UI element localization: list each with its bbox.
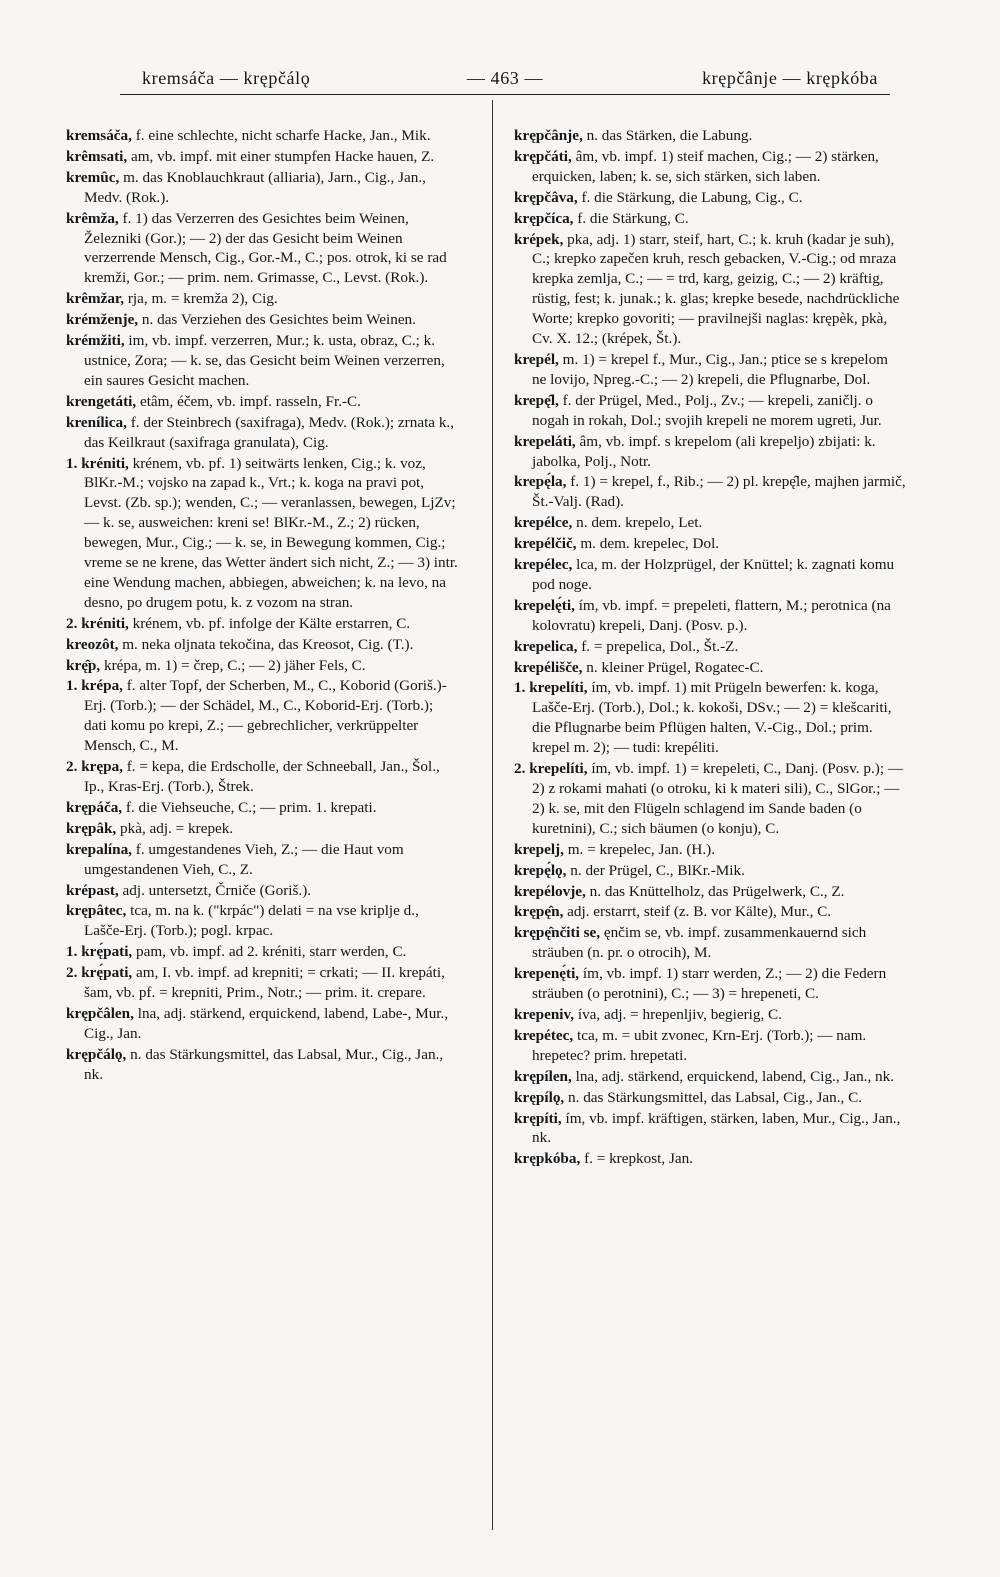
dictionary-entry <box>66 1004 458 1044</box>
dictionary-entry <box>514 637 906 657</box>
dictionary-entry <box>66 840 458 880</box>
entry-headword: krepélovje, <box>514 882 586 900</box>
dictionary-entry <box>66 147 458 167</box>
entry-definition: n. das Stärken, die Labung. <box>582 127 753 144</box>
entry-headword: krępčâva, <box>514 188 578 206</box>
header-left-guide-words: kremsáča — krępčálǫ <box>142 68 311 88</box>
entry-definition: f. = kepa, die Erdscholle, der Schneeball, Jan., Šol., Ip., Kras-Erj. (Torb.), Štrek. <box>84 758 440 795</box>
dictionary-entry <box>514 391 906 431</box>
dictionary-entry <box>66 310 458 330</box>
dictionary-entry <box>66 819 458 839</box>
header-right-guide-words: krępčânje — krępkóba <box>702 68 878 88</box>
entry-headword: krepélišče, <box>514 658 583 676</box>
entry-definition: etâm, éčem, vb. impf. rasseln, Fr.-C. <box>136 392 361 410</box>
dictionary-entry <box>514 188 906 208</box>
dictionary-entry <box>514 596 906 636</box>
entry-definition: krépa, m. 1) = črep, C.; — 2) jäher Fels, C. <box>100 656 366 674</box>
entry-headword: krêmžar, <box>66 290 125 308</box>
dictionary-entry <box>514 472 906 512</box>
entry-headword: krepélce, <box>514 514 573 532</box>
dictionary-entry <box>514 126 906 146</box>
entry-definition: f. der Steinbrech (saxifraga), Medv. (Rok.); zrnata k., das Keilkraut (saxifraga granulata), Cig. <box>84 413 455 451</box>
entry-definition: âm, vb. impf. s krepelom (ali krepeljo) zbijati: k. jabolka, Polj., Notr. <box>532 432 876 470</box>
dictionary-entry <box>514 678 906 758</box>
entry-definition: f. die Viehseuche, C.; — prim. 1. krepati. <box>122 798 377 816</box>
entry-definition: n. das Stärkungsmittel, das Labsal, Mur., Cig., Jan., nk. <box>84 1045 444 1083</box>
entry-headword: krêmža, <box>66 209 119 227</box>
entry-definition: âm, vb. impf. 1) steif machen, Cig.; — 2) stärken, erquicken, laben; k. se, sich stärken, sich laben. <box>532 147 879 185</box>
entry-headword: 2. krepelíti, <box>514 760 588 778</box>
entry-definition: adj. erstarrt, steif (z. B. vor Kälte), Mur., C. <box>563 903 832 921</box>
entry-definition: ím, vb. impf. 1) = krepeleti, C., Danj. (Posv. p.); — 2) z rokami mahati (o otroku, ki k materi sili), C., SlGor.; — 2) k. se, mit den Flügeln schlagend im Sande baden (o kuretnini), C.; sich bäumen (o konju), C. <box>532 760 904 837</box>
dictionary-entry <box>514 350 906 390</box>
entry-definition: lca, m. der Holzprügel, der Knüttel; k. zagnati komu pod noge. <box>532 556 895 593</box>
dictionary-entry <box>514 1005 906 1025</box>
entry-headword: krepenę́ti, <box>514 965 580 983</box>
dictionary-entry <box>514 209 906 229</box>
entry-headword: krępę̂nčiti se, <box>514 924 601 942</box>
entry-headword: 1. krepelíti, <box>514 679 588 697</box>
entry-headword: 2. kréniti, <box>66 614 129 632</box>
entry-headword: 1. krépa, <box>66 677 123 695</box>
entry-headword: 2. krępa, <box>66 758 123 776</box>
entry-definition: n. das Verziehen des Gesichtes beim Weinen. <box>138 311 416 329</box>
entry-definition: f. 1) = krepel, f., Rib.; — 2) pl. krepę̂le, majhen jarmič, Št.-Valj. (Rad). <box>532 473 906 511</box>
entry-headword: krenílica, <box>66 413 127 431</box>
dictionary-entry <box>66 209 458 289</box>
entry-headword: krémženje, <box>66 311 139 329</box>
entry-headword: krę̂p, <box>66 656 101 674</box>
dictionary-entry <box>66 963 458 1003</box>
entry-headword: krępčáti, <box>514 147 572 165</box>
entry-headword: kreozôt, <box>66 635 119 653</box>
dictionary-entry <box>514 555 906 595</box>
entry-headword: 2. krę́pati, <box>66 964 133 982</box>
entry-definition: m. 1) = krepel f., Mur., Cig., Jan.; ptice se s krepelom ne lovijo, Npreg.-C.; — 2) krepeli, die Pflugnarbe, Dol. <box>532 350 888 388</box>
entry-definition: lna, adj. stärkend, erquickend, labend, Labe-, Mur., Cig., Jan. <box>84 1004 449 1042</box>
entry-headword: krepeláti, <box>514 432 576 450</box>
page-number: — 463 — <box>466 68 544 88</box>
entry-definition: rja, m. = kremža 2), Cig. <box>124 290 278 308</box>
dictionary-entry <box>66 798 458 818</box>
entry-definition: n. das Stärkungsmittel, das Labsal, Cig., Jan., C. <box>564 1088 863 1106</box>
entry-definition: íva, adj. = hrepenljiv, begierig, C. <box>574 1005 782 1023</box>
entry-definition: ęnčim se, vb. impf. zusammenkauernd sich sträuben (n. pr. o otrocih), M. <box>532 924 867 962</box>
dictionary-entry <box>514 230 906 349</box>
entry-headword: krepę̂l, <box>514 391 559 409</box>
entry-definition: krénem, vb. pf. infolge der Kälte erstarren, C. <box>128 614 411 632</box>
dictionary-entry <box>66 289 458 309</box>
entry-definition: tca, m. = ubit zvonec, Krn-Erj. (Torb.); — nam. hrepetec? prim. hrepetati. <box>532 1026 867 1064</box>
entry-definition: ím, vb. impf. 1) mit Prügeln bewerfen: k. koga, Lašče-Erj. (Torb.), Dol.; k. kokoši, DSv.; — 2) = klešcariti, die Pflugnarbe beim Pflügen halten, V.-Cig., Dol.; prim. krepel m. 2); — tudi: krepéliti. <box>532 679 892 757</box>
dictionary-entry <box>66 126 458 146</box>
dictionary-entry <box>66 901 458 941</box>
dictionary-entry <box>66 676 458 756</box>
dictionary-entry <box>514 1088 906 1108</box>
entry-definition: ím, vb. impf. kräftigen, stärken, laben, Mur., Cig., Jan., nk. <box>532 1109 901 1147</box>
entry-definition: n. der Prügel, C., BlKr.-Mik. <box>566 861 745 879</box>
entry-definition: im, vb. impf. verzerren, Mur.; k. usta, obraz, C.; k. ustnice, Zora; — k. se, das Gesicht beim Weinen verzerren, ein saures Gesicht machen. <box>84 332 445 389</box>
dictionary-entry <box>514 1026 906 1066</box>
dictionary-entry <box>514 964 906 1004</box>
dictionary-entry <box>514 534 906 554</box>
entry-definition: n. das Knüttelholz, das Prügelwerk, C., Z. <box>585 882 845 900</box>
entry-headword: krępę̂n, <box>514 903 564 921</box>
entry-headword: krępčâlen, <box>66 1004 134 1022</box>
dictionary-entry <box>514 861 906 881</box>
entry-definition: f. umgestandenes Vieh, Z.; — die Haut vom umgestandenen Vieh, C., Z. <box>84 840 404 878</box>
column-divider <box>492 100 493 1530</box>
entry-headword: 1. kréniti, <box>66 454 129 472</box>
entry-headword: krępčânje, <box>514 127 583 144</box>
entry-headword: krepelica, <box>514 637 578 655</box>
entry-definition: lna, adj. stärkend, erquickend, labend, Cig., Jan., nk. <box>571 1067 895 1085</box>
entry-definition: n. dem. krepelo, Let. <box>572 514 703 532</box>
dictionary-entry <box>66 635 458 655</box>
entry-headword: kremûc, <box>66 168 120 186</box>
entry-definition: m. neka oljnata tekočina, das Kreosot, Cig. (T.). <box>118 635 414 653</box>
entry-headword: krępâtec, <box>66 902 127 920</box>
dictionary-entry <box>66 413 458 453</box>
dictionary-entry <box>66 656 458 676</box>
entry-headword: krepeniv, <box>514 1005 575 1023</box>
entry-headword: krengetáti, <box>66 392 137 410</box>
entry-definition: m. das Knoblauchkraut (alliaria), Jarn., Cig., Jan., Medv. (Rok.). <box>84 168 426 206</box>
entry-headword: krépast, <box>66 881 119 899</box>
dictionary-entry <box>514 1149 906 1169</box>
entry-definition: m. dem. krepelec, Dol. <box>576 535 720 553</box>
dictionary-entry <box>514 432 906 472</box>
dictionary-entry <box>66 942 458 962</box>
entry-definition: adj. untersetzt, Črniče (Goriš.). <box>118 881 312 899</box>
entry-headword: krêmsati, <box>66 147 128 165</box>
entry-headword: krępčíca, <box>514 209 574 227</box>
entry-headword: krępâk, <box>66 819 117 837</box>
entry-definition: f. eine schlechte, nicht scharfe Hacke, Jan., Mik. <box>131 127 431 144</box>
entry-definition: krénem, vb. pf. 1) seitwärts lenken, Cig.; k. voz, BlKr.-M.; vojsko na zapad k., Vrt.; k. koga na pravi pot, Levst. (Zb. sp.); wenden, C.; — veranlassen, bewegen, LjZv; — k. se, ausweichen: kreni se! BlKr.-M., Z.; 2) rücken, bewegen, Mur., Cig.; — k. se, in Bewegung kommen, Cig.; vreme se ne krene, das Wetter ändert sich nicht, Z.; — 3) intr. eine Wendung machen, abbiegen, abweichen; k. na levo, na desno, po drugem potu, k. z vozom na stran. <box>84 454 458 611</box>
entry-definition: am, I. vb. impf. ad krepniti; = crkati; — II. krepáti, šam, vb. pf. = krepniti, Prim., Notr.; — prim. it. crepare. <box>84 964 445 1002</box>
dictionary-entry <box>66 168 458 208</box>
entry-headword: krępílǫ, <box>514 1088 565 1106</box>
entry-definition: f. = prepelica, Dol., Št.-Z. <box>577 637 739 655</box>
entry-headword: krepelę́ti, <box>514 596 575 614</box>
dictionary-entry <box>66 454 458 613</box>
entry-definition: n. kleiner Prügel, Rogatec-C. <box>582 658 764 676</box>
dictionary-entry <box>514 882 906 902</box>
dictionary-entry <box>66 392 458 412</box>
running-header <box>120 66 890 95</box>
right-column <box>514 126 906 1170</box>
entry-headword: krepétec, <box>514 1026 574 1044</box>
dictionary-entry <box>514 923 906 963</box>
entry-definition: ím, vb. impf. = prepeleti, flattern, M.; perotnica (na kolovratu) krepeli, Danj. (Posv. p.). <box>532 596 891 634</box>
entry-headword: krępkóba, <box>514 1150 581 1168</box>
entry-definition: pam, vb. impf. ad 2. kréniti, starr werden, C. <box>132 943 407 961</box>
entry-headword: krępílen, <box>514 1067 572 1085</box>
dictionary-entry <box>66 1045 458 1085</box>
dictionary-entry <box>66 757 458 797</box>
entry-headword: kremsáča, <box>66 127 132 144</box>
dictionary-entry <box>514 1109 906 1149</box>
entry-headword: krępáča, <box>66 798 123 816</box>
entry-definition: am, vb. impf. mit einer stumpfen Hacke hauen, Z. <box>127 147 435 165</box>
entry-definition: pka, adj. 1) starr, steif, hart, C.; k. kruh (kadar je suh), C.; krepko zapečen kruh, resch gebacken, V.-Cig.; od mraza krepka zemlja, C.; — = trd, karg, geizig, C.; — 2) kräftig, rüstig, fest; k. junak.; k. glas; krepke besede, nachdrückliche Worte; krepko govoriti; — pravilnejši naglas: krępèk, pkà, Cv. X. 12.; (krépek, Št.). <box>532 230 900 348</box>
entry-definition: f. alter Topf, der Scherben, M., C., Koborid (Goriš.)-Erj. (Torb.); — der Schädel, M., C., Koborid-Erj. (Torb.); dati komu po krepi, Z.; — gebrechlicher, verkrüppelter Mensch, C., M. <box>84 677 447 755</box>
dictionary-entry <box>514 840 906 860</box>
dictionary-entry <box>66 614 458 634</box>
entry-definition: f. die Stärkung, C. <box>573 209 689 227</box>
dictionary-entry <box>514 658 906 678</box>
entry-definition: f. = krepkost, Jan. <box>580 1150 694 1168</box>
entry-headword: krepelj, <box>514 840 564 858</box>
entry-definition: m. = krepelec, Jan. (H.). <box>563 840 716 858</box>
left-column <box>66 126 458 1086</box>
dictionary-entry <box>514 902 906 922</box>
entry-definition: f. 1) das Verzerren des Gesichtes beim Weinen, Železniki (Gor.); — 2) der das Gesicht beim Weinen verzerrende Mensch, Cig., Gor.-M., C.; pos. otrok, ki se rad kremži, Gor.; — prim. nem. Grimasse, C., Levst. (Rok.). <box>84 209 447 287</box>
entry-definition: f. die Stärkung, die Labung, Cig., C. <box>577 188 803 206</box>
entry-headword: 1. krę́pati, <box>66 943 133 961</box>
entry-headword: krepél, <box>514 350 559 368</box>
dictionary-entry <box>514 147 906 187</box>
entry-definition: tca, m. na k. ("krpác") delati = na vse kriplje d., Lašče-Erj. (Torb.); pogl. krpac. <box>84 902 419 940</box>
entry-headword: krepę́la, <box>514 473 567 491</box>
entry-definition: pkà, adj. = krepek. <box>116 819 234 837</box>
entry-definition: f. der Prügel, Med., Polj., Zv.; — krepeli, zaničlj. o nogah in rokah, Dol.; svojih krepeli ne morem ugreti, Jur. <box>532 391 882 429</box>
entry-headword: krepę́lǫ, <box>514 861 567 879</box>
dictionary-entry <box>514 759 906 839</box>
entry-headword: krépek, <box>514 230 564 248</box>
entry-headword: krepalína, <box>66 840 132 858</box>
entry-headword: krępčálǫ, <box>66 1045 127 1063</box>
entry-headword: krepélčič, <box>514 535 577 553</box>
entry-definition: ím, vb. impf. 1) starr werden, Z.; — 2) die Federn sträuben (o perotnini), C.; — 3) = hrepeneti, C. <box>532 965 887 1003</box>
dictionary-entry <box>66 331 458 391</box>
entry-headword: krémžiti, <box>66 332 125 350</box>
dictionary-entry <box>514 1067 906 1087</box>
entry-headword: krępíti, <box>514 1109 562 1127</box>
dictionary-entry <box>514 513 906 533</box>
entry-headword: krepélec, <box>514 556 573 574</box>
dictionary-entry <box>66 881 458 901</box>
